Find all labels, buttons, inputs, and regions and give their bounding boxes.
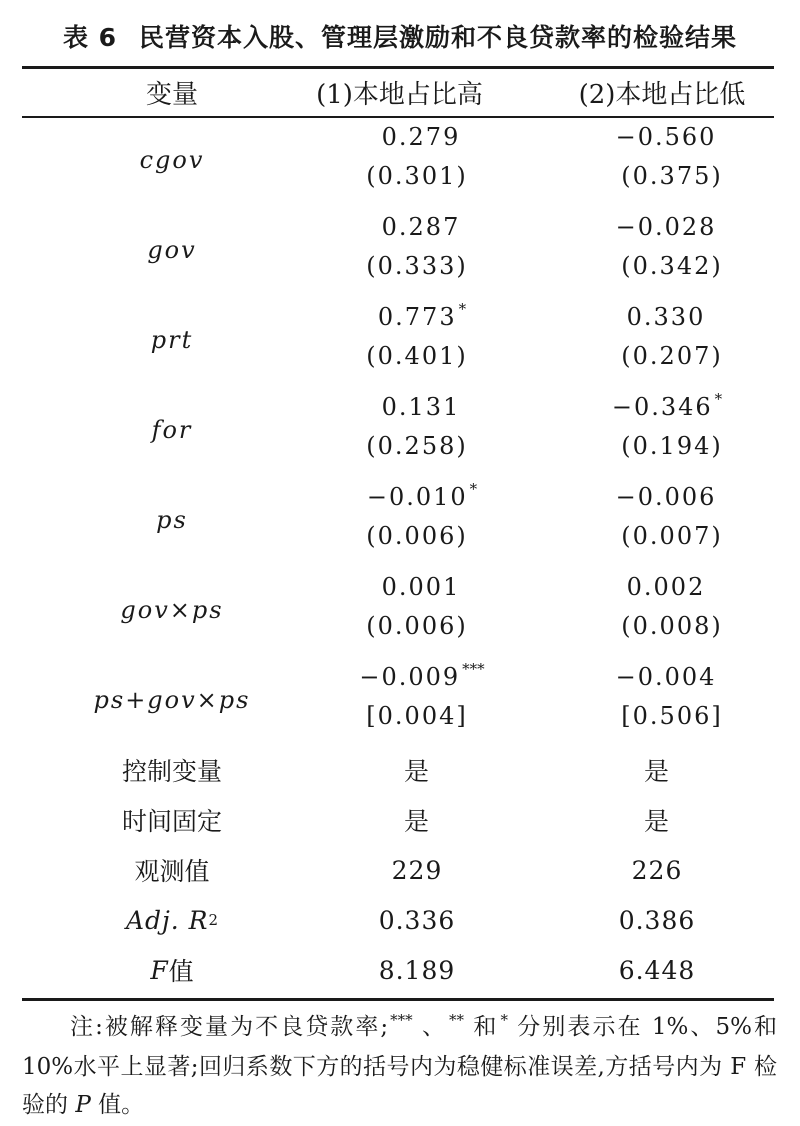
value-col1: 是: [403, 807, 430, 836]
note-p-italic: P: [75, 1092, 91, 1118]
se-col2: (0.007): [621, 522, 723, 550]
value-col2: 6.448: [618, 955, 696, 985]
row-label-main: F: [150, 955, 169, 985]
note-stars-1: *: [500, 1011, 508, 1029]
row-label: [22, 945, 322, 995]
note-text-5: 值。: [90, 1092, 145, 1118]
se-col1: (0.258): [366, 432, 468, 460]
row-label-tail: 值: [168, 957, 194, 986]
table-caption: 民营资本入股、管理层激励和不良贷款率的检验结果: [139, 23, 738, 52]
table-row-se: [22, 696, 774, 736]
value-col1: 0.336: [378, 905, 456, 935]
note-text-2: 、: [412, 1014, 448, 1040]
row-label: 观测值: [134, 857, 210, 886]
coef-col1: [342, 207, 502, 247]
note-text-3: 和: [464, 1014, 499, 1040]
significance-stars: *: [469, 480, 478, 498]
bottom-rule: [22, 998, 774, 1001]
variable-name: gov×ps: [120, 596, 224, 624]
significance-stars: *: [458, 300, 467, 318]
coef-value: 0.001: [381, 573, 461, 601]
variable-name: ps: [156, 506, 188, 534]
coef-value: −0.004: [615, 663, 717, 691]
se-col1: (0.401): [366, 342, 468, 370]
coef-col2: [582, 477, 752, 517]
se-col2: (0.207): [621, 342, 723, 370]
table-number: 表 6: [62, 23, 118, 52]
table-row: [22, 845, 774, 895]
coef-col1: [342, 297, 502, 337]
table-row: [22, 297, 774, 354]
se-col1: (0.006): [366, 612, 468, 640]
se-col1: (0.333): [366, 252, 468, 280]
table-row: [22, 387, 774, 444]
note-text-4: 分别表示在 1%、5%和 10%水平上显著;回归系数下方的括号内为稳健标准误差,方括号内为 F 检验的: [22, 1014, 778, 1118]
coef-value: −0.010: [366, 483, 468, 511]
table-row: [22, 795, 774, 845]
coef-col2: [582, 657, 752, 697]
se-col2: (0.194): [621, 432, 723, 460]
coef-col1: [342, 117, 502, 157]
row-label-superscript: 2: [208, 911, 219, 929]
table-row-se: [22, 606, 774, 646]
table-header: [22, 67, 774, 117]
coef-col2: [582, 297, 752, 337]
note-text-1: 注:被解释变量为不良贷款率;: [68, 1014, 389, 1040]
table-row-se: [22, 246, 774, 286]
table-note: [22, 1008, 777, 1124]
row-label: 时间固定: [121, 807, 222, 836]
table-row: [22, 117, 774, 174]
table-row: [22, 657, 774, 714]
se-col2: [0.506]: [621, 702, 723, 730]
variable-name: gov: [147, 236, 197, 264]
table-row: [22, 477, 774, 534]
variable-name: ps+gov×ps: [93, 686, 251, 714]
coef-col1: [342, 387, 502, 427]
note-stars-2: **: [449, 1011, 465, 1029]
coef-col1: [342, 477, 502, 517]
coef-value: 0.773: [377, 303, 457, 331]
se-col2: (0.375): [621, 162, 723, 190]
coef-col2: [582, 117, 752, 157]
coef-value: −0.028: [615, 213, 717, 241]
coef-col1: [342, 657, 502, 697]
value-col2: 0.386: [618, 905, 696, 935]
coef-value: 0.287: [381, 213, 461, 241]
header-col1: (1)本地占比高: [316, 79, 483, 110]
table-row-se: [22, 426, 774, 466]
table-row: [22, 567, 774, 624]
significance-stars: *: [714, 390, 723, 408]
coef-col1: [342, 567, 502, 607]
row-label: 控制变量: [121, 757, 222, 786]
se-col1: (0.006): [366, 522, 468, 550]
value-col1: 是: [403, 757, 430, 786]
coef-col2: [582, 567, 752, 607]
table-title: [0, 18, 800, 54]
table-row: [22, 745, 774, 795]
value-col2: 是: [643, 757, 670, 786]
table-row-se: [22, 336, 774, 376]
coef-value: 0.002: [626, 573, 706, 601]
header-variable: 变量: [145, 79, 198, 110]
se-col1: (0.301): [366, 162, 468, 190]
header-col2: (2)本地占比低: [578, 79, 746, 110]
value-col1: 8.189: [378, 955, 456, 985]
coef-value: −0.346: [611, 393, 713, 421]
coef-value: 0.330: [626, 303, 706, 331]
coef-col2: [582, 207, 752, 247]
se-col1: [0.004]: [366, 702, 468, 730]
table-row-se: [22, 516, 774, 556]
table-row: [22, 945, 774, 995]
note-stars-3: ***: [390, 1011, 413, 1029]
value-col1: 229: [391, 855, 443, 885]
coef-value: 0.131: [381, 393, 461, 421]
se-col2: (0.342): [621, 252, 723, 280]
variable-name: for: [151, 416, 193, 444]
variable-name: prt: [150, 326, 194, 354]
coef-value: −0.560: [615, 123, 717, 151]
variable-name: cgov: [139, 146, 205, 174]
coef-value: 0.279: [381, 123, 461, 151]
row-label: [22, 895, 322, 945]
table-row: [22, 207, 774, 264]
value-col2: 226: [631, 855, 683, 885]
row-label-main: Adj. R: [125, 905, 209, 935]
table-row-se: [22, 156, 774, 196]
significance-stars: ***: [462, 660, 485, 678]
value-col2: 是: [643, 807, 670, 836]
table-row: [22, 895, 774, 945]
coef-value: −0.006: [615, 483, 717, 511]
coef-col2: [582, 387, 752, 427]
coef-value: −0.009: [359, 663, 461, 691]
se-col2: (0.008): [621, 612, 723, 640]
